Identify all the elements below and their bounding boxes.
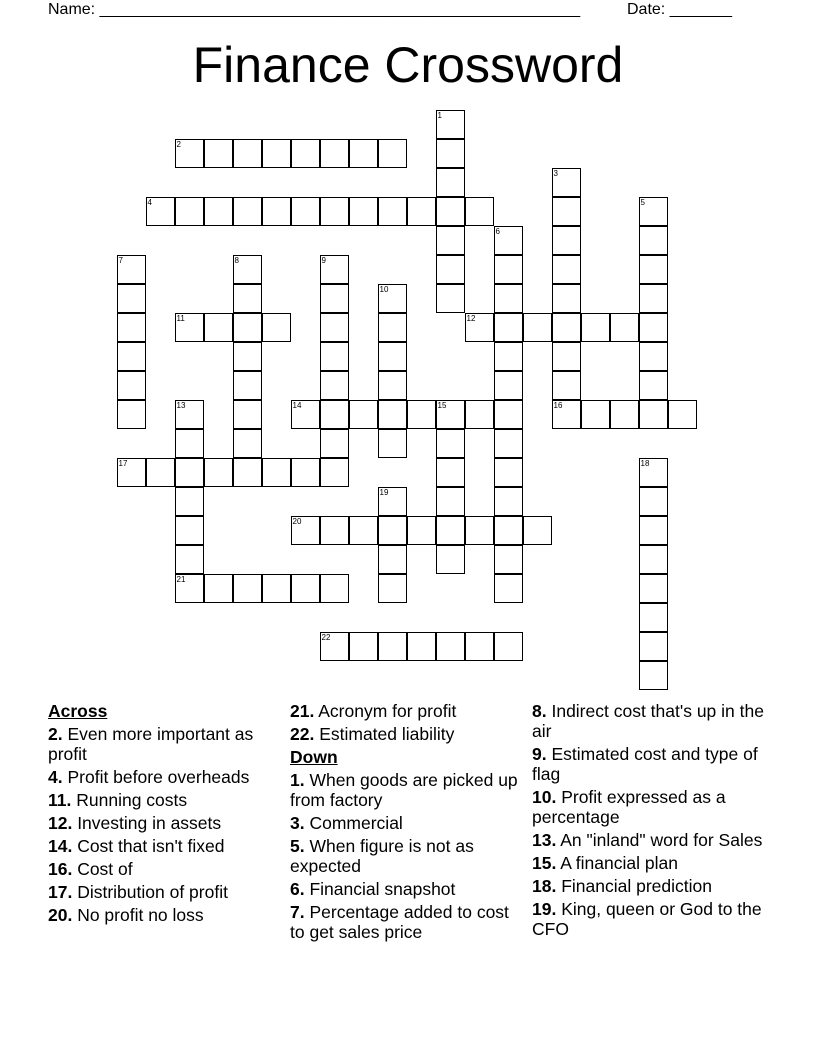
crossword-cell[interactable] <box>233 400 262 429</box>
clue-text: An "inland" word for Sales <box>556 830 763 850</box>
crossword-cell[interactable] <box>639 313 668 342</box>
crossword-cell[interactable] <box>494 313 523 342</box>
crossword-cell[interactable] <box>320 313 349 342</box>
crossword-cell[interactable] <box>349 197 378 226</box>
crossword-cell[interactable] <box>320 284 349 313</box>
clue-number: 14. <box>48 836 73 856</box>
cell-number: 15 <box>437 400 447 410</box>
crossword-cell[interactable] <box>494 458 523 487</box>
clue-text: No profit no loss <box>72 905 204 925</box>
date-field-label: Date: _______ <box>627 1 732 18</box>
crossword-cell[interactable] <box>233 458 262 487</box>
crossword-cell[interactable] <box>436 429 465 458</box>
crossword-cell[interactable] <box>378 429 407 458</box>
clue-item <box>48 790 278 810</box>
crossword-cell[interactable] <box>494 255 523 284</box>
cell-number: 8 <box>234 255 239 265</box>
cell-number: 1 <box>437 110 442 120</box>
crossword-cell[interactable] <box>233 197 262 226</box>
crossword-cell[interactable] <box>639 487 668 516</box>
crossword-cell[interactable] <box>262 197 291 226</box>
crossword-cell[interactable] <box>117 313 146 342</box>
crossword-cell[interactable] <box>378 545 407 574</box>
crossword-cell[interactable] <box>494 516 523 545</box>
cell-number: 14 <box>292 400 302 410</box>
crossword-cell[interactable] <box>175 197 204 226</box>
clue-text: When figure is not as expected <box>290 836 474 876</box>
crossword-cell[interactable] <box>494 545 523 574</box>
crossword-cell[interactable] <box>117 342 146 371</box>
clue-text: Running costs <box>71 790 188 810</box>
crossword-cell[interactable] <box>436 255 465 284</box>
cell-number: 16 <box>553 400 563 410</box>
crossword-cell[interactable] <box>494 371 523 400</box>
crossword-cell[interactable] <box>378 632 407 661</box>
crossword-cell[interactable] <box>320 632 349 661</box>
crossword-cell[interactable] <box>349 632 378 661</box>
crossword-cell[interactable] <box>610 400 639 429</box>
clue-text: Profit expressed as a percentage <box>532 787 726 827</box>
crossword-cell[interactable] <box>436 400 465 429</box>
crossword-cell[interactable] <box>436 168 465 197</box>
clue-item <box>290 724 525 744</box>
clue-item <box>532 899 772 939</box>
crossword-cell[interactable] <box>610 313 639 342</box>
crossword-cell[interactable] <box>668 400 697 429</box>
crossword-cell[interactable] <box>639 400 668 429</box>
clue-number: 10. <box>532 787 557 807</box>
crossword-cell[interactable] <box>117 255 146 284</box>
clue-item <box>48 859 278 879</box>
clue-number: 20. <box>48 905 73 925</box>
clue-text: Estimated liability <box>314 724 455 744</box>
crossword-cell[interactable] <box>204 458 233 487</box>
crossword-cell[interactable] <box>552 255 581 284</box>
crossword-cell[interactable] <box>523 516 552 545</box>
crossword-cell[interactable] <box>436 110 465 139</box>
clues-column-1 <box>48 701 278 928</box>
clue-item <box>290 836 525 876</box>
crossword-cell[interactable] <box>436 284 465 313</box>
clue-text: Acronym for profit <box>314 701 457 721</box>
crossword-cell[interactable] <box>494 226 523 255</box>
crossword-cell[interactable] <box>320 255 349 284</box>
crossword-cell[interactable] <box>378 313 407 342</box>
crossword-cell[interactable] <box>639 574 668 603</box>
crossword-cell[interactable] <box>175 400 204 429</box>
crossword-cell[interactable] <box>552 313 581 342</box>
crossword-cell[interactable] <box>175 429 204 458</box>
clue-item <box>532 876 772 896</box>
crossword-cell[interactable] <box>233 139 262 168</box>
crossword-cell[interactable] <box>494 284 523 313</box>
clue-number: 22. <box>290 724 315 744</box>
crossword-cell[interactable] <box>204 197 233 226</box>
crossword-cell[interactable] <box>320 516 349 545</box>
clue-text: Even more important as profit <box>48 724 254 764</box>
cell-number: 5 <box>640 197 645 207</box>
crossword-cell[interactable] <box>233 255 262 284</box>
clue-text: When goods are picked up from factory <box>290 770 518 810</box>
crossword-cell[interactable] <box>378 139 407 168</box>
cell-number: 22 <box>321 632 331 642</box>
crossword-cell[interactable] <box>378 516 407 545</box>
crossword-cell[interactable] <box>465 516 494 545</box>
crossword-cell[interactable] <box>146 197 175 226</box>
crossword-cell[interactable] <box>320 400 349 429</box>
crossword-cell[interactable] <box>175 487 204 516</box>
down-heading: Down <box>290 747 338 767</box>
clue-text: Distribution of profit <box>72 882 228 902</box>
crossword-cell[interactable] <box>581 313 610 342</box>
crossword-cell[interactable] <box>175 139 204 168</box>
across-heading: Across <box>48 701 108 721</box>
crossword-cell[interactable] <box>639 255 668 284</box>
crossword-cell[interactable] <box>204 574 233 603</box>
crossword-cell[interactable] <box>117 400 146 429</box>
clue-item <box>532 701 772 741</box>
clue-item <box>290 879 525 899</box>
crossword-cell[interactable] <box>407 197 436 226</box>
clue-text: Financial prediction <box>556 876 712 896</box>
crossword-cell[interactable] <box>262 313 291 342</box>
clue-item <box>532 830 772 850</box>
clue-number: 9. <box>532 744 547 764</box>
crossword-cell[interactable] <box>639 661 668 690</box>
crossword-cell[interactable] <box>465 400 494 429</box>
crossword-cell[interactable] <box>494 632 523 661</box>
down-clue-list <box>290 770 525 942</box>
crossword-cell[interactable] <box>639 284 668 313</box>
crossword-cell[interactable] <box>639 197 668 226</box>
crossword-cell[interactable] <box>581 400 610 429</box>
crossword-cell[interactable] <box>291 516 320 545</box>
crossword-cell[interactable] <box>291 197 320 226</box>
clue-number: 15. <box>532 853 557 873</box>
crossword-cell[interactable] <box>465 632 494 661</box>
crossword-cell[interactable] <box>552 400 581 429</box>
crossword-cell[interactable] <box>378 342 407 371</box>
crossword-cell[interactable] <box>494 342 523 371</box>
crossword-cell[interactable] <box>320 371 349 400</box>
crossword-cell[interactable] <box>117 458 146 487</box>
clues-column-2 <box>290 701 525 945</box>
clue-text: Cost of <box>72 859 133 879</box>
clue-number: 17. <box>48 882 73 902</box>
crossword-cell[interactable] <box>262 574 291 603</box>
crossword-cell[interactable] <box>494 574 523 603</box>
clue-number: 19. <box>532 899 557 919</box>
crossword-cell[interactable] <box>175 574 204 603</box>
crossword-cell[interactable] <box>407 400 436 429</box>
crossword-cell[interactable] <box>291 458 320 487</box>
clue-number: 11. <box>48 790 72 810</box>
cell-number: 3 <box>553 168 558 178</box>
down-clue-list-continued <box>532 701 772 939</box>
across-clue-list <box>48 724 278 925</box>
clue-number: 3. <box>290 813 305 833</box>
crossword-cell[interactable] <box>320 429 349 458</box>
clue-text: A financial plan <box>556 853 678 873</box>
crossword-cell[interactable] <box>407 516 436 545</box>
clue-item <box>48 767 278 787</box>
clue-text: Indirect cost that's up in the air <box>532 701 764 741</box>
page-title: Finance Crossword <box>192 37 624 93</box>
crossword-cell[interactable] <box>233 574 262 603</box>
crossword-cell[interactable] <box>436 516 465 545</box>
crossword-cell[interactable] <box>320 574 349 603</box>
clue-text: Investing in assets <box>72 813 222 833</box>
name-field-label: Name: ______________________________________________________ <box>48 1 581 18</box>
cell-number: 6 <box>495 226 500 236</box>
crossword-cell[interactable] <box>639 632 668 661</box>
crossword-cell[interactable] <box>291 139 320 168</box>
clue-number: 1. <box>290 770 305 790</box>
clue-text: Commercial <box>304 813 403 833</box>
crossword-cell[interactable] <box>552 168 581 197</box>
cell-number: 7 <box>118 255 123 265</box>
crossword-cell[interactable] <box>204 313 233 342</box>
crossword-cell[interactable] <box>146 458 175 487</box>
crossword-cell[interactable] <box>436 458 465 487</box>
crossword-cell[interactable] <box>349 516 378 545</box>
clue-number: 4. <box>48 767 63 787</box>
crossword-cell[interactable] <box>175 545 204 574</box>
crossword-cell[interactable] <box>349 139 378 168</box>
crossword-cell[interactable] <box>262 458 291 487</box>
crossword-cell[interactable] <box>552 197 581 226</box>
crossword-cell[interactable] <box>494 400 523 429</box>
crossword-cell[interactable] <box>233 284 262 313</box>
crossword-cell[interactable] <box>378 487 407 516</box>
crossword-cell[interactable] <box>320 458 349 487</box>
crossword-cell[interactable] <box>233 342 262 371</box>
clue-text: Profit before overheads <box>62 767 250 787</box>
clues-column-3 <box>532 701 772 942</box>
crossword-cell[interactable] <box>233 371 262 400</box>
crossword-cell[interactable] <box>465 313 494 342</box>
crossword-cell[interactable] <box>204 139 233 168</box>
clue-number: 13. <box>532 830 557 850</box>
clue-number: 21. <box>290 701 315 721</box>
cell-number: 11 <box>176 313 185 323</box>
crossword-cell[interactable] <box>436 545 465 574</box>
crossword-cell[interactable] <box>291 574 320 603</box>
cell-number: 21 <box>176 574 186 584</box>
crossword-cell[interactable] <box>639 226 668 255</box>
crossword-cell[interactable] <box>378 574 407 603</box>
clue-item <box>290 701 525 721</box>
crossword-cell[interactable] <box>378 197 407 226</box>
crossword-cell[interactable] <box>639 545 668 574</box>
crossword-cell[interactable] <box>552 284 581 313</box>
cell-number: 13 <box>176 400 186 410</box>
crossword-cell[interactable] <box>639 342 668 371</box>
clue-text: King, queen or God to the CFO <box>532 899 762 939</box>
crossword-cell[interactable] <box>233 313 262 342</box>
cell-number: 4 <box>147 197 152 207</box>
crossword-cell[interactable] <box>378 284 407 313</box>
crossword-cell[interactable] <box>436 487 465 516</box>
crossword-cell[interactable] <box>639 371 668 400</box>
crossword-cell[interactable] <box>436 632 465 661</box>
clue-item <box>48 882 278 902</box>
crossword-cell[interactable] <box>639 516 668 545</box>
crossword-cell[interactable] <box>436 139 465 168</box>
cell-number: 12 <box>466 313 476 323</box>
crossword-cell[interactable] <box>407 632 436 661</box>
crossword-cell[interactable] <box>117 284 146 313</box>
crossword-cell[interactable] <box>436 197 465 226</box>
crossword-cell[interactable] <box>378 371 407 400</box>
crossword-cell[interactable] <box>233 429 262 458</box>
crossword-cell[interactable] <box>552 371 581 400</box>
cell-number: 9 <box>321 255 326 265</box>
clue-number: 12. <box>48 813 73 833</box>
clue-item <box>48 836 278 856</box>
clue-number: 2. <box>48 724 63 744</box>
crossword-cell[interactable] <box>494 487 523 516</box>
clue-item <box>48 724 278 764</box>
crossword-cell[interactable] <box>639 603 668 632</box>
cell-number: 17 <box>118 458 128 468</box>
cell-number: 10 <box>379 284 389 294</box>
clue-item <box>532 787 772 827</box>
crossword-cell[interactable] <box>639 458 668 487</box>
crossword-cell[interactable] <box>349 400 378 429</box>
clue-item <box>48 813 278 833</box>
crossword-cell[interactable] <box>262 139 291 168</box>
clue-number: 18. <box>532 876 557 896</box>
crossword-cell[interactable] <box>494 429 523 458</box>
cell-number: 2 <box>176 139 181 149</box>
clue-number: 5. <box>290 836 305 856</box>
crossword-cell[interactable] <box>552 342 581 371</box>
crossword-cell[interactable] <box>378 400 407 429</box>
clue-number: 7. <box>290 902 305 922</box>
clue-item <box>290 813 525 833</box>
clue-item <box>532 853 772 873</box>
crossword-cell[interactable] <box>291 400 320 429</box>
clue-number: 6. <box>290 879 305 899</box>
crossword-cell[interactable] <box>320 197 349 226</box>
crossword-cell[interactable] <box>320 139 349 168</box>
cell-number: 19 <box>379 487 389 497</box>
crossword-cell[interactable] <box>320 342 349 371</box>
across-clue-list-continued <box>290 701 525 744</box>
crossword-cell[interactable] <box>465 197 494 226</box>
clue-text: Financial snapshot <box>304 879 456 899</box>
cell-number: 18 <box>640 458 650 468</box>
crossword-cell[interactable] <box>175 516 204 545</box>
clue-number: 8. <box>532 701 547 721</box>
crossword-cell[interactable] <box>175 458 204 487</box>
clue-item <box>532 744 772 784</box>
crossword-cell[interactable] <box>552 226 581 255</box>
clue-item <box>48 905 278 925</box>
crossword-cell[interactable] <box>175 313 204 342</box>
clue-number: 16. <box>48 859 73 879</box>
crossword-cell[interactable] <box>436 226 465 255</box>
crossword-cell[interactable] <box>117 371 146 400</box>
clue-text: Percentage added to cost to get sales price <box>290 902 509 942</box>
clue-item <box>290 770 525 810</box>
cell-number: 20 <box>292 516 302 526</box>
clue-text: Cost that isn't fixed <box>72 836 225 856</box>
crossword-cell[interactable] <box>523 313 552 342</box>
clue-text: Estimated cost and type of flag <box>532 744 758 784</box>
clue-item <box>290 902 525 942</box>
